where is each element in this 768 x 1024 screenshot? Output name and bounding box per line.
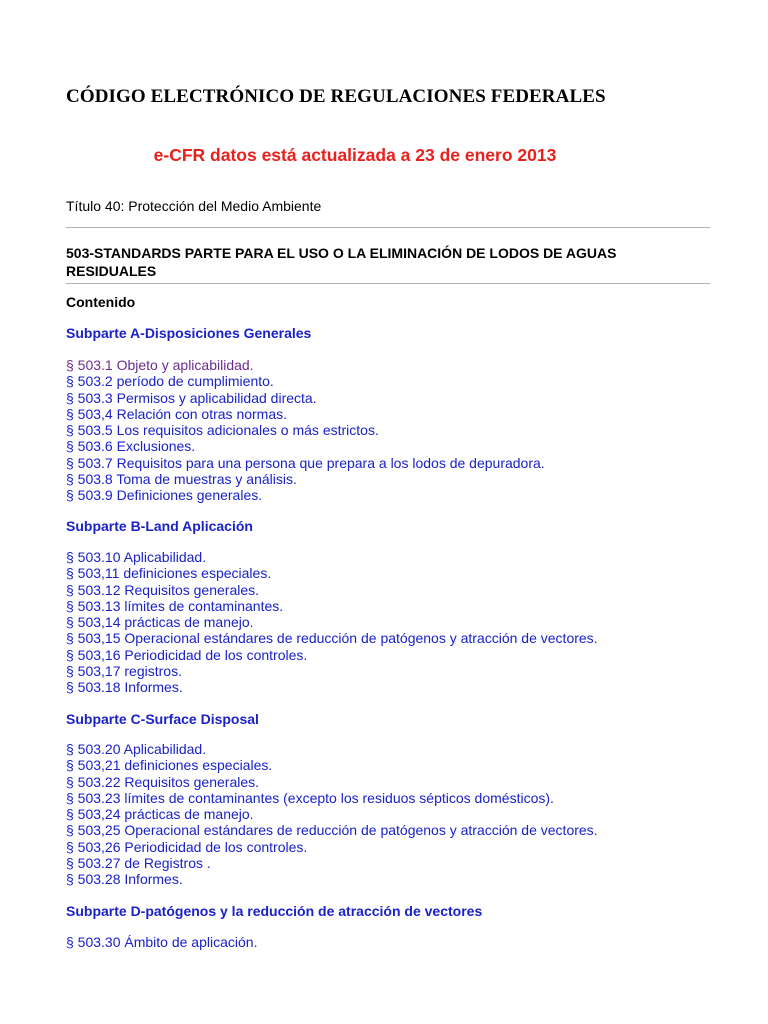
section-link[interactable]: § 503.7 Requisitos para una persona que prepara a los lodos de depuradora. [66, 454, 545, 471]
section-link[interactable]: § 503,17 registros. [66, 663, 182, 680]
section-link[interactable]: § 503,15 Operacional estándares de reducción de patógenos y atracción de vectores. [66, 630, 598, 647]
update-notice: e-CFR datos está actualizada a 23 de enero 2013 [153, 145, 557, 165]
section-link[interactable]: § 503,14 prácticas de manejo. [66, 614, 254, 631]
section-link[interactable]: § 503,16 Periodicidad de los controles. [66, 646, 308, 663]
section-link[interactable]: § 503.6 Exclusiones. [66, 438, 196, 455]
subpart-a-section-list [66, 357, 545, 504]
section-link[interactable]: § 503.13 límites de contaminantes. [66, 597, 284, 614]
section-link[interactable]: § 503,21 definiciones especiales. [66, 757, 273, 774]
part-heading: 503-STANDARDS PARTE PARA EL USO O LA ELIMINACIÓN DE LODOS DE AGUAS RESIDUALES [66, 245, 617, 279]
section-link[interactable]: § 503.5 Los requisitos adicionales o más estrictos. [66, 422, 379, 439]
section-link[interactable]: § 503.1 Objeto y aplicabilidad. [66, 357, 254, 373]
subpart-c-section-list [66, 741, 598, 888]
subpart-d-heading[interactable]: Subparte D-patógenos y la reducción de atracción de vectores [66, 903, 483, 919]
section-link[interactable]: § 503.20 Aplicabilidad. [66, 741, 207, 757]
section-link[interactable]: § 503.30 Ámbito de aplicación. [66, 934, 258, 950]
section-link[interactable]: § 503.23 límites de contaminantes (excepto los residuos sépticos domésticos). [66, 789, 554, 806]
section-link[interactable]: § 503.28 Informes. [66, 871, 183, 888]
section-link[interactable]: § 503.2 período de cumplimiento. [66, 373, 274, 390]
section-link[interactable]: § 503.22 Requisitos generales. [66, 773, 260, 790]
section-link[interactable]: § 503.12 Requisitos generales. [66, 581, 260, 598]
section-link[interactable]: § 503.27 de Registros . [66, 855, 211, 872]
subpart-b-heading[interactable]: Subparte B-Land Aplicación [66, 518, 253, 534]
section-link[interactable]: § 503.10 Aplicabilidad. [66, 549, 207, 565]
divider-bottom [66, 283, 710, 284]
section-link[interactable]: § 503,26 Periodicidad de los controles. [66, 838, 308, 855]
divider-top [66, 227, 710, 228]
subpart-d-section-list [66, 934, 257, 950]
title-line: Título 40: Protección del Medio Ambiente [66, 198, 322, 214]
main-title: CÓDIGO ELECTRÓNICO DE REGULACIONES FEDERALES [66, 86, 606, 107]
subpart-b-section-list [66, 549, 598, 696]
section-link[interactable]: § 503.9 Definiciones generales. [66, 487, 263, 504]
section-link[interactable]: § 503,25 Operacional estándares de reducción de patógenos y atracción de vectores. [66, 822, 598, 839]
subpart-c-heading[interactable]: Subparte C-Surface Disposal [66, 711, 259, 727]
section-link[interactable]: § 503,4 Relación con otras normas. [66, 405, 288, 422]
section-link[interactable]: § 503.18 Informes. [66, 679, 183, 696]
section-link[interactable]: § 503,11 definiciones especiales. [66, 565, 272, 582]
section-link[interactable]: § 503,24 prácticas de manejo. [66, 806, 254, 823]
section-link[interactable]: § 503.3 Permisos y aplicabilidad directa. [66, 389, 317, 406]
section-link[interactable]: § 503.8 Toma de muestras y análisis. [66, 471, 297, 488]
contents-heading: Contenido [66, 294, 136, 310]
subpart-a-heading[interactable]: Subparte A-Disposiciones Generales [66, 325, 312, 341]
